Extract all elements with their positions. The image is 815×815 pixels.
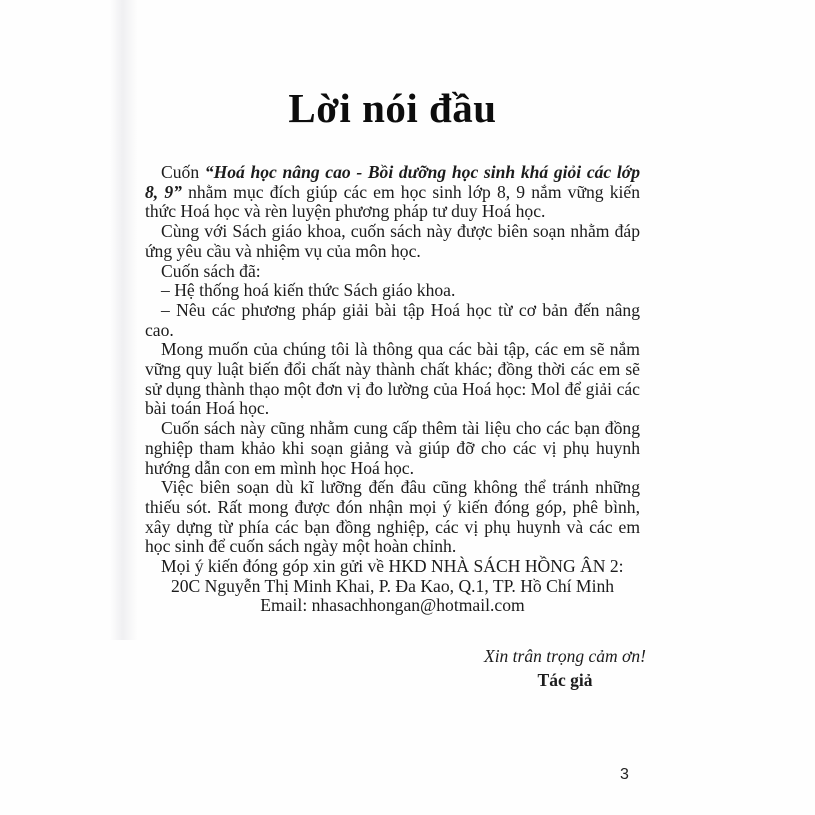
signoff-block (430, 645, 700, 691)
intro-prefix: Cuốn (161, 162, 205, 182)
address-line: 20C Nguyễn Thị Minh Khai, P. Đa Kao, Q.1, TP. Hồ Chí Minh (170, 575, 615, 596)
list-item-systematize: – Hệ thống hoá kiến thức Sách giáo khoa. (161, 280, 456, 301)
paragraph-intro (145, 163, 640, 222)
page-title: Lời nói đầu (288, 85, 497, 131)
paragraph-audience: Cuốn sách này cũng nhằm cung cấp thêm tài liệu cho các bạn đồng nghiệp tham khảo khi soạn giảng và giúp đỡ cho các vị phụ huynh hướng dẫn con em mình học Hoá học. (145, 418, 640, 478)
paragraph-feedback: Việc biên soạn dù kĩ lưỡng đến đâu cũng không thể tránh những thiếu sót. Rất mong được đón nhận mọi ý kiến đóng góp, phê bình, xây dựng từ phía các bạn đồng nghiệp, các vị phụ huynh và các em học sinh để cuốn sách ngày một hoàn chỉnh. (145, 477, 640, 557)
page-number: 3 (620, 766, 629, 783)
preface-content (145, 163, 640, 616)
book-title-emphasis: “Hoá học nâng cao - Bồi dưỡng học sinh khá giỏi các lớp 8, 9” (145, 162, 641, 202)
closing-line: Xin trân trọng cảm ơn! (484, 646, 646, 666)
paragraph-book-has: Cuốn sách đã: (161, 260, 261, 281)
scan-gutter-shadow (110, 0, 138, 640)
paragraph-purpose: Cùng với Sách giáo khoa, cuốn sách này được biên soạn nhằm đáp ứng yêu cầu và nhiệm vụ của môn học. (145, 221, 640, 261)
intro-suffix: nhằm mục đích giúp các em học sinh lớp 8, 9 nắm vững kiến thức Hoá học và rèn luyện phương pháp tư duy Hoá học. (145, 181, 641, 222)
contact-line: Mọi ý kiến đóng góp xin gửi về HKD NHÀ SÁCH HỒNG ÂN 2: (161, 556, 624, 577)
list-item-methods: – Nêu các phương pháp giải bài tập Hoá học từ cơ bản đến nâng cao. (145, 299, 640, 340)
paragraph-goals: Mong muốn của chúng tôi là thông qua các bài tập, các em sẽ nắm vững quy luật biến đổi chất này thành chất khác; đồng thời các em sẽ sử dụng thành thạo một đơn vị đo lường của Hoá học: Mol để giải các bài toán Hoá học. (145, 339, 640, 419)
author-signature: Tác giả (537, 670, 593, 690)
email-line: Email: nhasachhongan@hotmail.com (260, 595, 525, 616)
